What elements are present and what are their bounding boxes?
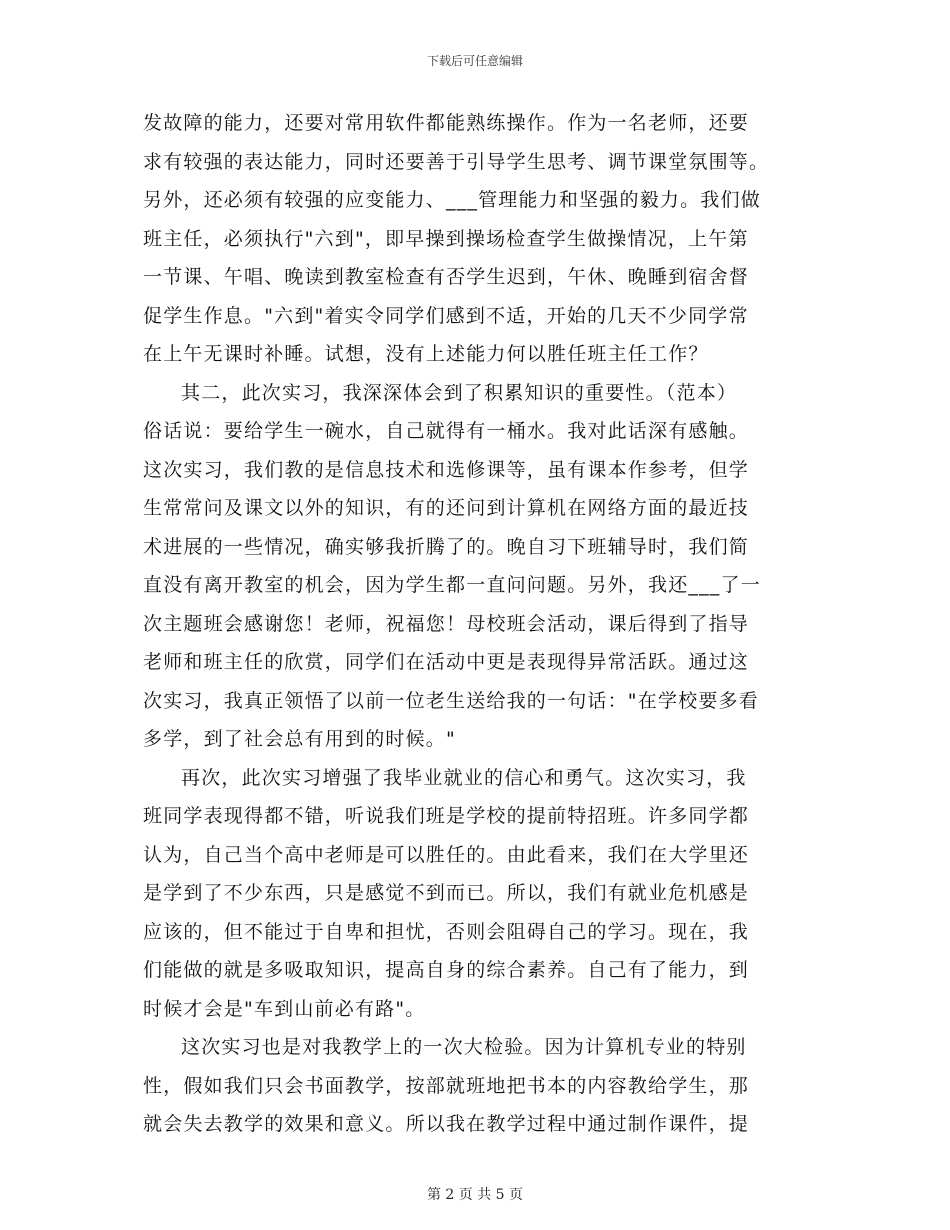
text-line: 是学到了不少东西，只是感觉不到而已。所以，我们有就业危机感是	[143, 882, 750, 904]
text-line: 班主任，必须执行"六到"，即早操到操场检查学生做操情况，上午第	[143, 227, 749, 250]
text-line: 在上午无课时补睡。试想，没有上述能力何以胜任班主任工作？	[143, 343, 709, 365]
text-line: 直没有离开教室的机会，因为学生都一直问问题。另外，我还___了一	[143, 574, 761, 596]
text-line: 俗话说：要给学生一碗水，自己就得有一桶水。我对此话深有感触。	[143, 420, 750, 442]
text-line: 促学生作息。"六到"着实令同学们感到不适，开始的几天不少同学常	[143, 304, 749, 327]
paragraph-start-line: 这次实习也是对我教学上的一次大检验。因为计算机专业的特别	[181, 1036, 747, 1058]
text-line: 们能做的就是多吸取知识，提高自身的综合素养。自己有了能力，到	[143, 959, 750, 981]
text-line: 一节课、午唱、晚读到教室检查有否学生迟到，午休、晚睡到宿舍督	[143, 266, 750, 288]
text-line: 生常常问及课文以外的知识，有的还问到计算机在网络方面的最近技	[143, 497, 750, 519]
text-line: 认为，自己当个高中老师是可以胜任的。由此看来，我们在大学里还	[143, 843, 750, 866]
text-line: 应该的，但不能过于自卑和担忧，否则会阻碍自己的学习。现在，我	[143, 920, 750, 943]
page-header: 下载后可任意编辑	[426, 54, 523, 68]
page-number-footer: 第 2 页 共 5 页	[426, 1187, 524, 1203]
text-line: 另外，还必须有较强的应变能力、___管理能力和坚强的毅力。我们做	[143, 189, 761, 211]
text-line: 术进展的一些情况，确实够我折腾了的。晚自习下班辅导时，我们简	[143, 535, 750, 558]
text-line: 多学，到了社会总有用到的时候。"	[143, 728, 456, 750]
text-line: 就会失去教学的效果和意义。所以我在教学过程中通过制作课件，提	[143, 1113, 750, 1135]
text-line: 求有较强的表达能力，同时还要善于引导学生思考、调节课堂氛围等。	[143, 150, 770, 173]
text-line: 性，假如我们只会书面教学，按部就班地把书本的内容教给学生，那	[143, 1074, 750, 1097]
text-line: 这次实习，我们教的是信息技术和选修课等，虽有课本作参考，但学	[143, 458, 750, 481]
text-line: 发故障的能力，还要对常用软件都能熟练操作。作为一名老师，还要	[143, 112, 750, 134]
paragraph-start-line: 其二，此次实习，我深深体会到了积累知识的重要性。（范本）	[181, 381, 738, 404]
text-line: 次主题班会感谢您！老师，祝福您！母校班会活动，课后得到了指导	[143, 612, 750, 635]
text-line: 老师和班主任的欣赏，同学们在活动中更是表现得异常活跃。通过这	[143, 651, 750, 673]
text-line: 时候才会是"车到山前必有路"。	[143, 997, 426, 1020]
paragraph-start-line: 再次，此次实习增强了我毕业就业的信心和勇气。这次实习，我	[181, 766, 747, 789]
document-body	[143, 104, 809, 1144]
text-line: 次实习，我真正领悟了以前一位老生送给我的一句话："在学校要多看	[143, 689, 759, 712]
text-line: 班同学表现得都不错，听说我们班是学校的提前特招班。许多同学都	[143, 805, 750, 827]
